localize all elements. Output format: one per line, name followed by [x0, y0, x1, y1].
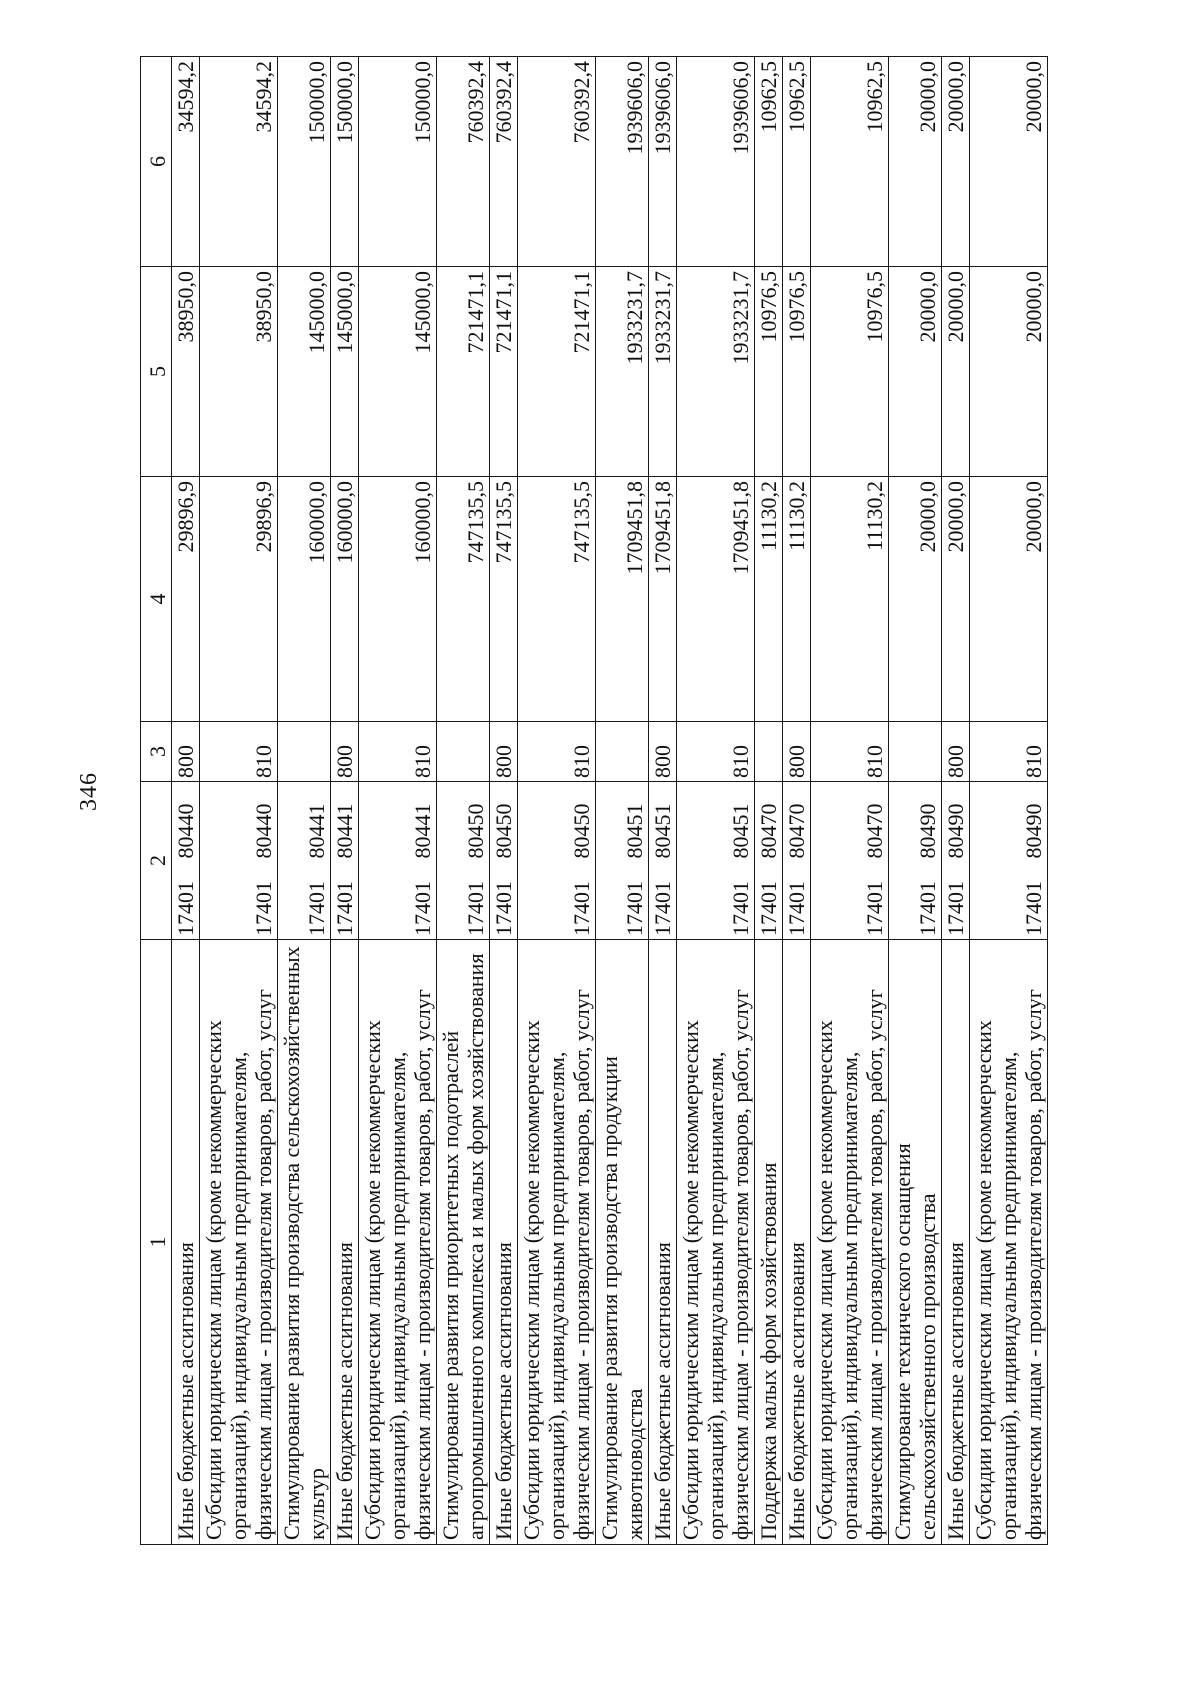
row-kbk-direction-cell: 80441: [278, 782, 331, 862]
table-row: [811, 57, 889, 1545]
row-kbk-program-cell: 17401: [200, 862, 278, 940]
row-amount-col5-cell: 145000,0: [278, 267, 331, 477]
header-col-2: 2: [141, 782, 172, 940]
header-col-5: 5: [141, 267, 172, 477]
row-amount-col5-cell: 20000,0: [889, 267, 942, 477]
row-kbk-direction-cell: 80470: [755, 782, 783, 862]
row-amount-col5-cell: 20000,0: [942, 267, 970, 477]
row-name-cell: Субсидии юридическим лицам (кроме некоммерческих организаций), индивидуальным предпринимателям, физическим лицам - производителям товаров, работ, услуг: [811, 940, 889, 1545]
row-name-cell: Субсидии юридическим лицам (кроме некоммерческих организаций), индивидуальным предпринимателям, физическим лицам - производителям товаров, работ, услуг: [359, 940, 437, 1545]
row-kbk-direction-cell: 80470: [811, 782, 889, 862]
row-amount-col4-cell: 1709451,8: [596, 477, 649, 722]
row-kbk-program-cell: 17401: [942, 862, 970, 940]
row-amount-col5-cell: 10976,5: [755, 267, 783, 477]
row-kbk-direction-cell: 80451: [596, 782, 649, 862]
row-amount-col6-cell: 1939606,0: [677, 57, 755, 267]
row-expense-type-cell: 810: [518, 722, 596, 782]
row-kbk-program-cell: 17401: [359, 862, 437, 940]
row-name-cell: Иные бюджетные ассигнования: [649, 940, 677, 1545]
row-kbk-direction-cell: 80490: [970, 782, 1048, 862]
table-row: [172, 57, 200, 1545]
table-row: [649, 57, 677, 1545]
row-expense-type-cell: 800: [172, 722, 200, 782]
row-amount-col5-cell: 721471,1: [437, 267, 490, 477]
row-kbk-program-cell: 17401: [518, 862, 596, 940]
header-col-6: 6: [141, 57, 172, 267]
row-kbk-direction-cell: 80451: [677, 782, 755, 862]
header-col-1: 1: [141, 940, 172, 1545]
table-row: [278, 57, 331, 1545]
row-amount-col6-cell: 150000,0: [359, 57, 437, 267]
table-row: [755, 57, 783, 1545]
row-amount-col6-cell: 34594,2: [172, 57, 200, 267]
row-amount-col4-cell: 11130,2: [755, 477, 783, 722]
row-amount-col4-cell: 747135,5: [518, 477, 596, 722]
row-expense-type-cell: 800: [649, 722, 677, 782]
row-amount-col4-cell: 160000,0: [331, 477, 359, 722]
row-expense-type-cell: 800: [942, 722, 970, 782]
row-kbk-program-cell: 17401: [889, 862, 942, 940]
row-kbk-program-cell: 17401: [172, 862, 200, 940]
row-amount-col5-cell: 38950,0: [172, 267, 200, 477]
row-kbk-direction-cell: 80450: [518, 782, 596, 862]
row-kbk-program-cell: 17401: [677, 862, 755, 940]
row-name-cell: Стимулирование технического оснащения сельскохозяйственного производства: [889, 940, 942, 1545]
row-name-cell: Поддержка малых форм хозяйствования: [755, 940, 783, 1545]
row-expense-type-cell: [437, 722, 490, 782]
row-expense-type-cell: 810: [200, 722, 278, 782]
row-kbk-program-cell: 17401: [783, 862, 811, 940]
table-body: [172, 57, 1048, 1545]
row-amount-col5-cell: 1933231,7: [649, 267, 677, 477]
row-kbk-direction-cell: 80440: [200, 782, 278, 862]
row-amount-col6-cell: 10962,5: [783, 57, 811, 267]
row-name-cell: Иные бюджетные ассигнования: [331, 940, 359, 1545]
row-amount-col5-cell: 38950,0: [200, 267, 278, 477]
table-row: [942, 57, 970, 1545]
row-amount-col4-cell: 747135,5: [437, 477, 490, 722]
header-col-4: 4: [141, 477, 172, 722]
row-kbk-direction-cell: 80470: [783, 782, 811, 862]
row-amount-col6-cell: 20000,0: [889, 57, 942, 267]
row-amount-col5-cell: 10976,5: [811, 267, 889, 477]
row-expense-type-cell: 800: [331, 722, 359, 782]
row-expense-type-cell: 810: [970, 722, 1048, 782]
row-amount-col5-cell: 10976,5: [783, 267, 811, 477]
row-kbk-program-cell: 17401: [278, 862, 331, 940]
row-amount-col4-cell: 1709451,8: [677, 477, 755, 722]
row-expense-type-cell: 810: [677, 722, 755, 782]
row-amount-col6-cell: 150000,0: [331, 57, 359, 267]
row-amount-col6-cell: 760392,4: [437, 57, 490, 267]
row-kbk-direction-cell: 80441: [359, 782, 437, 862]
row-kbk-program-cell: 17401: [970, 862, 1048, 940]
row-kbk-direction-cell: 80490: [889, 782, 942, 862]
row-amount-col6-cell: 10962,5: [755, 57, 783, 267]
table-row: [596, 57, 649, 1545]
row-kbk-direction-cell: 80451: [649, 782, 677, 862]
row-expense-type-cell: [889, 722, 942, 782]
header-col-3: 3: [141, 722, 172, 782]
row-amount-col6-cell: 34594,2: [200, 57, 278, 267]
row-name-cell: Иные бюджетные ассигнования: [490, 940, 518, 1545]
budget-table-sheet: [140, 57, 1090, 1545]
row-name-cell: Субсидии юридическим лицам (кроме некоммерческих организаций), индивидуальным предпринимателям, физическим лицам - производителям товаров, работ, услуг: [677, 940, 755, 1545]
row-kbk-direction-cell: 80450: [490, 782, 518, 862]
row-amount-col5-cell: 1933231,7: [677, 267, 755, 477]
row-name-cell: Субсидии юридическим лицам (кроме некоммерческих организаций), индивидуальным предпринимателям, физическим лицам - производителям товаров, работ, услуг: [518, 940, 596, 1545]
row-name-cell: Стимулирование развития производства сельскохозяйственных культур: [278, 940, 331, 1545]
row-amount-col6-cell: 760392,4: [518, 57, 596, 267]
row-name-cell: Иные бюджетные ассигнования: [172, 940, 200, 1545]
table-row: [331, 57, 359, 1545]
row-kbk-direction-cell: 80440: [172, 782, 200, 862]
row-expense-type-cell: 800: [783, 722, 811, 782]
row-amount-col4-cell: 29896,9: [172, 477, 200, 722]
row-name-cell: Стимулирование развития приоритетных подотраслей агропромышленного комплекса и малых форм хозяйствования: [437, 940, 490, 1545]
row-amount-col4-cell: 11130,2: [783, 477, 811, 722]
row-amount-col4-cell: 747135,5: [490, 477, 518, 722]
table-row: [518, 57, 596, 1545]
row-amount-col5-cell: 20000,0: [970, 267, 1048, 477]
table-row: [889, 57, 942, 1545]
table-row: [677, 57, 755, 1545]
row-name-cell: Стимулирование развития производства продукции животноводства: [596, 940, 649, 1545]
row-expense-type-cell: 800: [490, 722, 518, 782]
row-amount-col5-cell: 721471,1: [490, 267, 518, 477]
row-name-cell: Субсидии юридическим лицам (кроме некоммерческих организаций), индивидуальным предпринимателям, физическим лицам - производителям товаров, работ, услуг: [970, 940, 1048, 1545]
row-amount-col6-cell: 760392,4: [490, 57, 518, 267]
row-expense-type-cell: [755, 722, 783, 782]
row-amount-col6-cell: 1939606,0: [596, 57, 649, 267]
row-name-cell: Иные бюджетные ассигнования: [942, 940, 970, 1545]
row-kbk-direction-cell: 80490: [942, 782, 970, 862]
row-kbk-program-cell: 17401: [755, 862, 783, 940]
row-name-cell: Иные бюджетные ассигнования: [783, 940, 811, 1545]
row-expense-type-cell: [278, 722, 331, 782]
row-expense-type-cell: 810: [359, 722, 437, 782]
row-amount-col4-cell: 160000,0: [359, 477, 437, 722]
row-expense-type-cell: 810: [811, 722, 889, 782]
row-amount-col6-cell: 20000,0: [942, 57, 970, 267]
header-row: [141, 57, 172, 1545]
row-amount-col4-cell: 29896,9: [200, 477, 278, 722]
row-amount-col5-cell: 721471,1: [518, 267, 596, 477]
table-row: [200, 57, 278, 1545]
row-amount-col4-cell: 20000,0: [970, 477, 1048, 722]
table-row: [437, 57, 490, 1545]
table-row: [970, 57, 1048, 1545]
row-amount-col4-cell: 20000,0: [889, 477, 942, 722]
row-kbk-direction-cell: 80450: [437, 782, 490, 862]
row-amount-col5-cell: 145000,0: [359, 267, 437, 477]
row-expense-type-cell: [596, 722, 649, 782]
row-name-cell: Субсидии юридическим лицам (кроме некоммерческих организаций), индивидуальным предпринимателям, физическим лицам - производителям товаров, работ, услуг: [200, 940, 278, 1545]
row-amount-col4-cell: 160000,0: [278, 477, 331, 722]
row-amount-col6-cell: 1939606,0: [649, 57, 677, 267]
row-kbk-direction-cell: 80441: [331, 782, 359, 862]
row-amount-col6-cell: 150000,0: [278, 57, 331, 267]
row-amount-col4-cell: 11130,2: [811, 477, 889, 722]
table-row: [490, 57, 518, 1545]
row-amount-col6-cell: 20000,0: [970, 57, 1048, 267]
table-row: [359, 57, 437, 1545]
row-kbk-program-cell: 17401: [437, 862, 490, 940]
row-kbk-program-cell: 17401: [331, 862, 359, 940]
row-kbk-program-cell: 17401: [811, 862, 889, 940]
row-kbk-program-cell: 17401: [596, 862, 649, 940]
row-amount-col5-cell: 1933231,7: [596, 267, 649, 477]
row-kbk-program-cell: 17401: [490, 862, 518, 940]
row-kbk-program-cell: 17401: [649, 862, 677, 940]
row-amount-col5-cell: 145000,0: [331, 267, 359, 477]
row-amount-col4-cell: 20000,0: [942, 477, 970, 722]
row-amount-col4-cell: 1709451,8: [649, 477, 677, 722]
budget-table: [140, 56, 1048, 1545]
row-amount-col6-cell: 10962,5: [811, 57, 889, 267]
page-number: 346: [76, 772, 102, 811]
table-row: [783, 57, 811, 1545]
